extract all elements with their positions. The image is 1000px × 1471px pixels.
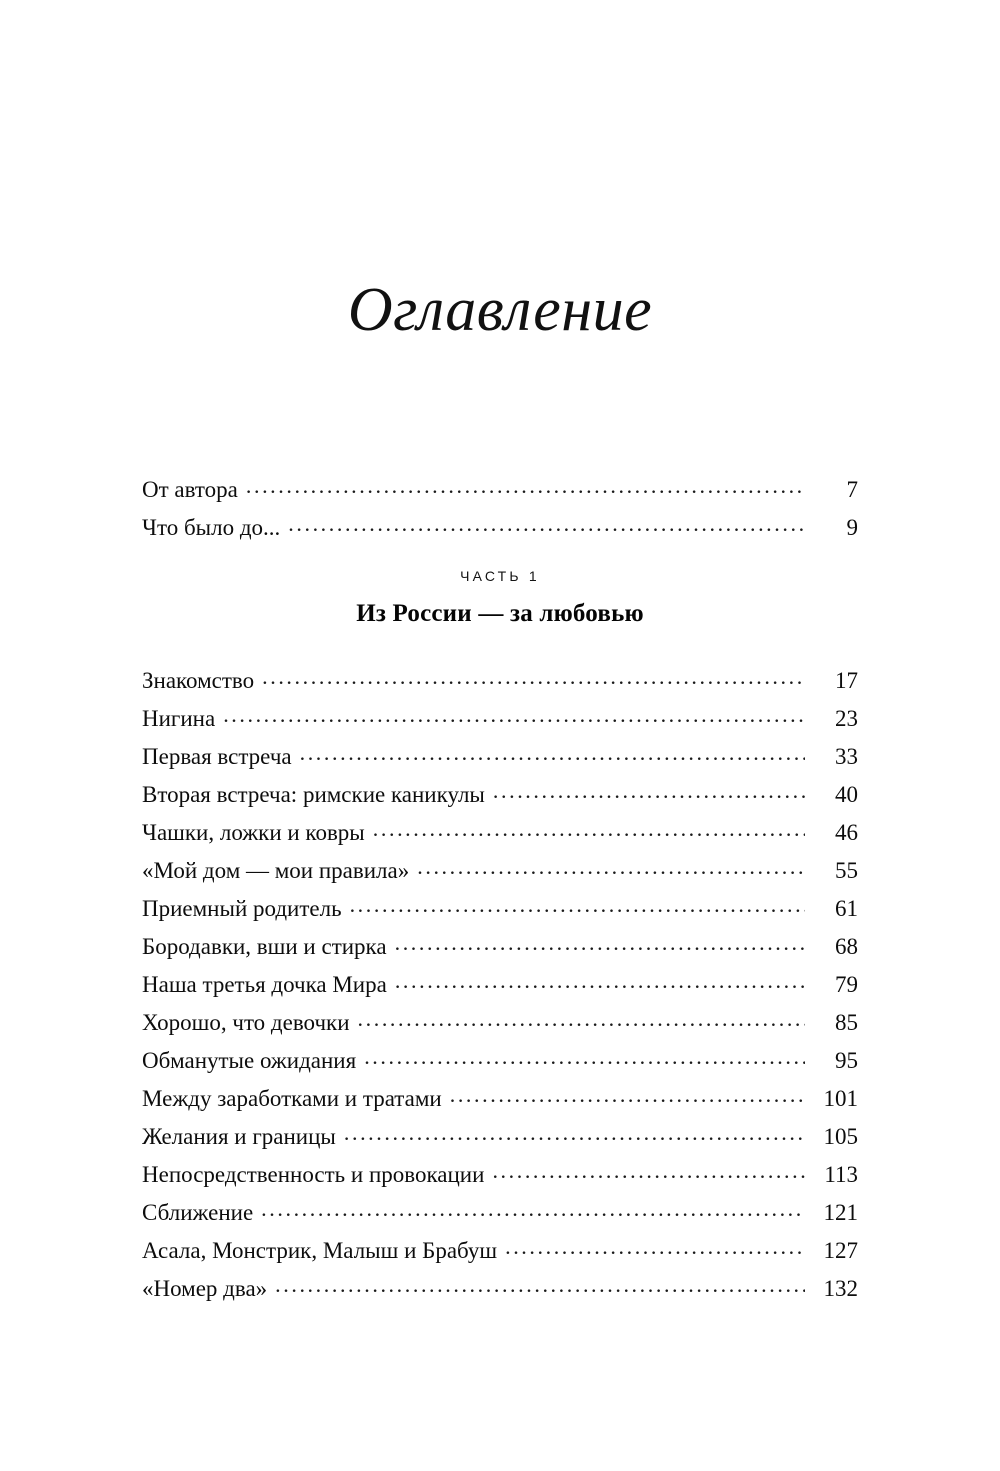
toc-entry[interactable] [142,1004,858,1042]
toc-entry-page-number: 68 [835,934,858,959]
dot-leader [493,779,805,802]
dot-leader [344,1121,805,1144]
dot-leader [358,1007,805,1030]
toc-entry[interactable] [142,471,858,509]
toc-entry[interactable] [142,928,858,966]
toc-entry-page-number: 55 [835,858,858,883]
toc-entry-page-number: 95 [835,1048,858,1073]
dot-leader [261,1197,805,1220]
toc-entry-page-number: 79 [835,972,858,997]
dot-leader [395,931,805,954]
toc-entry[interactable] [142,1156,858,1194]
part-heading [0,566,1000,629]
toc-entry-label: От автора [142,477,238,502]
dot-leader [364,1045,805,1068]
toc-entry[interactable] [142,1232,858,1270]
dot-leader [373,817,805,840]
toc-entry-label: «Мой дом — мои правила» [142,858,410,883]
toc-entry-label: «Номер два» [142,1276,268,1301]
toc-entry[interactable] [142,852,858,890]
dot-leader [450,1083,805,1106]
dot-leader [262,665,805,688]
toc-entry-page-number: 121 [823,1200,858,1225]
toc-entry-label: Обманутые ожидания [142,1048,357,1073]
dot-leader [492,1159,805,1182]
toc-entry-page-number: 61 [835,896,858,921]
toc-entry-page-number: 113 [824,1162,858,1187]
toc-entry-page-number: 23 [835,706,858,731]
dot-leader [300,741,805,764]
toc-entry-label: Между заработками и тратами [142,1086,442,1111]
toc-entry-label: Непосредственность и провокации [142,1162,485,1187]
toc-entry-label: Бородавки, вши и стирка [142,934,387,959]
toc-entry[interactable] [142,738,858,776]
toc-entry[interactable] [142,1042,858,1080]
toc-entry[interactable] [142,966,858,1004]
front-matter-entry-list [142,471,858,547]
dot-leader [395,969,805,992]
toc-entry-page-number: 17 [835,668,858,693]
toc-entry-page-number: 40 [835,782,858,807]
toc-entry-page-number: 101 [823,1086,858,1111]
part-title: Из России — за любовью [356,600,644,627]
part-kicker: ЧАСТЬ 1 [460,568,540,584]
toc-entry[interactable] [142,1194,858,1232]
toc-entry[interactable] [142,509,858,547]
toc-entry-label: Нигина [142,706,216,731]
toc-entry[interactable] [142,1118,858,1156]
dot-leader [288,512,805,535]
toc-entry-label: Чашки, ложки и ковры [142,820,365,845]
toc-entry-page-number: 105 [823,1124,858,1149]
toc-entry[interactable] [142,700,858,738]
toc-entry-page-number: 127 [823,1238,858,1263]
toc-entry-page-number: 132 [823,1276,858,1301]
dot-leader [275,1273,805,1296]
toc-entry-label: Знакомство [142,668,255,693]
toc-entry[interactable] [142,1080,858,1118]
toc-entry-page-number: 9 [846,515,858,540]
page-title: Оглавление [347,275,653,344]
part-1-entry-list [142,662,858,1308]
toc-entry-label: Первая встреча [142,744,292,769]
toc-entry-label: Сближение [142,1200,254,1225]
dot-leader [223,703,805,726]
toc-entry-label: Хорошо, что девочки [142,1010,350,1035]
toc-entry[interactable] [142,1270,858,1308]
toc-entry-page-number: 46 [835,820,858,845]
toc-entry-label: Асала, Монстрик, Малыш и Брабуш [142,1238,498,1263]
toc-entry-label: Приемный родитель [142,896,342,921]
toc-entry-label: Что было до... [142,515,281,540]
toc-entry[interactable] [142,776,858,814]
toc-entry[interactable] [142,890,858,928]
toc-entry-label: Желания и границы [142,1124,336,1149]
dot-leader [505,1235,805,1258]
dot-leader [417,855,805,878]
dot-leader [350,893,805,916]
toc-entry-label: Вторая встреча: римские каникулы [142,782,485,807]
toc-entry[interactable] [142,814,858,852]
toc-entry[interactable] [142,662,858,700]
dot-leader [246,474,805,497]
toc-entry-page-number: 85 [835,1010,858,1035]
toc-entry-page-number: 33 [835,744,858,769]
toc-entry-label: Наша третья дочка Мира [142,972,387,997]
toc-entry-page-number: 7 [846,477,858,502]
